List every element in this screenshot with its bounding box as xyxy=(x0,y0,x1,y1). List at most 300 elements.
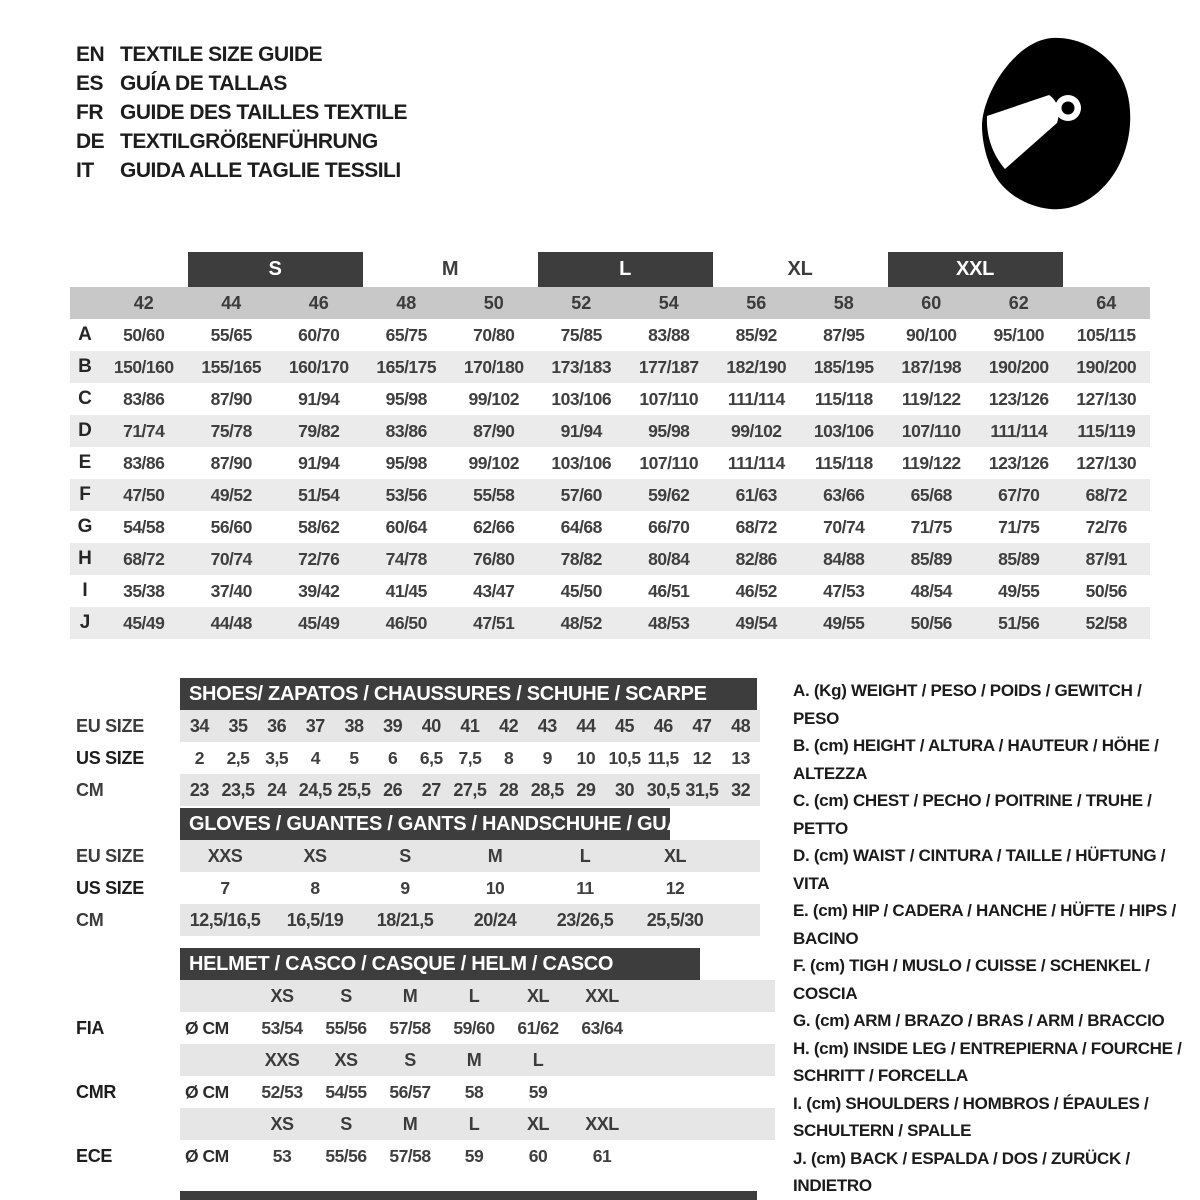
size-row-eu-size xyxy=(70,840,760,872)
size-value: 150/160 xyxy=(113,356,174,377)
size-value: 160/170 xyxy=(288,356,349,377)
measure-row-d xyxy=(70,415,1150,447)
helmet-value-row-ece xyxy=(70,1140,775,1172)
size-value: 90/100 xyxy=(906,324,957,345)
size-value: 72/76 xyxy=(298,548,340,569)
size-value: 37 xyxy=(296,710,335,742)
size-value: 23 xyxy=(180,774,219,806)
standard-label: CMR xyxy=(76,1081,117,1102)
size-value: 47 xyxy=(683,710,722,742)
size-value: 49/55 xyxy=(998,580,1040,601)
size-value: 47/50 xyxy=(123,484,165,505)
helmet-size-label: XXL xyxy=(570,1108,634,1140)
size-value: 45/50 xyxy=(560,580,602,601)
size-value: 24,5 xyxy=(296,774,335,806)
size-value: 50/56 xyxy=(910,612,952,633)
size-value: 2 xyxy=(194,747,204,768)
size-value: 7,5 xyxy=(458,747,482,768)
size-value: 30 xyxy=(605,774,644,806)
shoes-section-header: SHOES/ ZAPATOS / CHAUSSURES / SCHUHE / SCARPE xyxy=(180,678,757,710)
legend-item-j: J. (cm) BACK / ESPALDA / DOS / ZURÜCK / INDIETRO xyxy=(793,1148,1130,1195)
language-code: DE xyxy=(76,130,105,153)
apparel-size-table xyxy=(70,252,1150,639)
size-value: 115/119 xyxy=(1077,420,1136,441)
size-value: L xyxy=(540,840,630,872)
size-value: 16,5/19 xyxy=(270,904,360,936)
filler-cell xyxy=(634,1012,775,1044)
size-value: 66/70 xyxy=(648,516,690,537)
size-value: 59/62 xyxy=(648,484,690,505)
gloves-section-header: GLOVES / GUANTES / GANTS / HANDSCHUHE / GUANTI xyxy=(180,808,670,840)
size-value: 70/80 xyxy=(473,324,515,345)
helmet-size-value xyxy=(570,1076,634,1108)
row-label: CM xyxy=(76,779,104,800)
size-value: 49/55 xyxy=(823,612,865,633)
size-group-spacer xyxy=(1063,252,1151,287)
size-value: 99/102 xyxy=(468,452,520,473)
size-value: 182/190 xyxy=(726,356,787,377)
gloves-size-table xyxy=(70,840,760,936)
size-value: 31,5 xyxy=(683,774,722,806)
helmet-size-label: L xyxy=(442,1108,506,1140)
helmet-size-value: 57/58 xyxy=(389,1145,431,1166)
language-title: TEXTILE SIZE GUIDE xyxy=(120,43,323,66)
size-value: 29 xyxy=(567,774,606,806)
apparel-size-grid xyxy=(70,252,1150,639)
size-value: 12,5/16,5 xyxy=(180,904,270,936)
helmet-size-table xyxy=(70,980,775,1172)
language-title-list xyxy=(76,40,407,185)
size-value: 71/75 xyxy=(910,516,952,537)
unit-spacer xyxy=(180,980,250,1012)
size-value: 48/54 xyxy=(910,580,952,601)
measure-row-f xyxy=(70,479,1150,511)
size-value: 119/122 xyxy=(901,452,961,473)
helmet-size-value: 61/62 xyxy=(517,1017,559,1038)
size-value: 27,5 xyxy=(451,774,490,806)
helmet-size-label: XS xyxy=(250,1108,314,1140)
size-value: S xyxy=(360,840,450,872)
standard-label: ECE xyxy=(76,1145,113,1166)
helmet-size-grid xyxy=(70,980,775,1172)
size-value: 85/92 xyxy=(735,324,777,345)
size-value: 49/52 xyxy=(210,484,252,505)
helmet-size-value: 63/64 xyxy=(581,1017,623,1038)
size-value: 43 xyxy=(528,710,567,742)
legend-item-b: B. (cm) HEIGHT / ALTURA / HAUTEUR / HÖHE / ALTEZZA xyxy=(793,736,1159,783)
measure-row-c xyxy=(70,383,1150,415)
size-value: 170/180 xyxy=(463,356,524,377)
size-value: 107/110 xyxy=(901,420,961,441)
size-value: 84/88 xyxy=(823,548,865,569)
size-value: 155/165 xyxy=(201,356,262,377)
size-value: 35/38 xyxy=(123,580,165,601)
size-value: 123/126 xyxy=(988,388,1049,409)
size-value: 24 xyxy=(257,774,296,806)
numeric-size: 62 xyxy=(975,287,1063,319)
size-value: 8 xyxy=(310,877,320,898)
row-label: H xyxy=(78,548,92,569)
helmet-size-value: 53/54 xyxy=(261,1017,303,1038)
size-value: 78/82 xyxy=(560,548,602,569)
size-value: 27 xyxy=(412,774,451,806)
filler-cell xyxy=(634,1044,775,1076)
size-value: 91/94 xyxy=(298,388,340,409)
legend-item-g: G. (cm) ARM / BRAZO / BRAS / ARM / BRACCIO xyxy=(793,1011,1165,1030)
legend-item-e: E. (cm) HIP / CADERA / HANCHE / HÜFTE / HIPS / BACINO xyxy=(793,901,1176,948)
size-row-cm xyxy=(70,774,760,806)
row-label: D xyxy=(78,420,92,441)
size-row-cm xyxy=(70,904,760,936)
size-value: 49/54 xyxy=(735,612,777,633)
size-value: 55/58 xyxy=(473,484,515,505)
size-value: 51/54 xyxy=(298,484,340,505)
filler-cell xyxy=(720,840,760,872)
size-value: 60/70 xyxy=(298,324,340,345)
size-value: 50/60 xyxy=(123,324,165,345)
size-value: 99/102 xyxy=(468,388,520,409)
size-row-eu-size xyxy=(70,710,760,742)
size-value: 10,5 xyxy=(608,747,641,768)
size-value: 87/90 xyxy=(210,388,252,409)
row-label: EU SIZE xyxy=(76,845,144,866)
legend-item-h: H. (cm) INSIDE LEG / ENTREPIERNA / FOURCHE / SCHRITT / FORCELLA xyxy=(793,1038,1182,1085)
size-value: 70/74 xyxy=(210,548,252,569)
size-value: 43/47 xyxy=(473,580,515,601)
size-value: 47/51 xyxy=(473,612,515,633)
size-value: 35 xyxy=(219,710,258,742)
numeric-size: 54 xyxy=(625,287,713,319)
legend-item-f: F. (cm) TIGH / MUSLO / CUISSE / SCHENKEL / COSCIA xyxy=(793,956,1150,1003)
filler-cell xyxy=(720,904,760,936)
size-value: 87/95 xyxy=(823,324,865,345)
row-label: US SIZE xyxy=(76,747,144,768)
language-code: IT xyxy=(76,159,94,182)
size-value: 70/74 xyxy=(823,516,865,537)
row-label-spacer xyxy=(70,1108,180,1140)
size-value: 41 xyxy=(451,710,490,742)
filler-cell xyxy=(634,1108,775,1140)
row-label-spacer xyxy=(70,980,180,1012)
row-label: EU SIZE xyxy=(76,715,144,736)
filler-cell xyxy=(720,872,760,904)
size-row-us-size xyxy=(70,872,760,904)
size-value: 119/122 xyxy=(901,388,961,409)
size-value: 127/130 xyxy=(1076,452,1137,473)
unit-spacer xyxy=(180,1108,250,1140)
racing-helmet-icon xyxy=(980,36,1132,212)
size-value: 95/98 xyxy=(648,420,690,441)
helmet-size-value: 59/60 xyxy=(453,1017,495,1038)
measurement-legend xyxy=(793,677,1191,1200)
size-value: 48/53 xyxy=(648,612,690,633)
unit-label: Ø CM xyxy=(185,1017,229,1038)
size-value: 2,5 xyxy=(226,747,250,768)
size-value: 51/56 xyxy=(998,612,1040,633)
size-value: 62/66 xyxy=(473,516,515,537)
numeric-size: 64 xyxy=(1063,287,1151,319)
size-value: 46/51 xyxy=(648,580,690,601)
size-value: 91/94 xyxy=(298,452,340,473)
size-value: 53/56 xyxy=(385,484,427,505)
language-code: EN xyxy=(76,43,105,66)
unit-spacer xyxy=(180,1044,250,1076)
measure-row-h xyxy=(70,543,1150,575)
size-value: M xyxy=(450,840,540,872)
size-group-xl: XL xyxy=(787,258,813,280)
measure-row-b xyxy=(70,351,1150,383)
size-value: 10 xyxy=(576,747,596,768)
size-value: 45 xyxy=(605,710,644,742)
helmet-size-label: XL xyxy=(506,980,570,1012)
size-value: 165/175 xyxy=(376,356,437,377)
size-value: 71/74 xyxy=(123,420,165,441)
language-title: GUIDE DES TAILLES TEXTILE xyxy=(120,101,407,124)
size-value: 107/110 xyxy=(639,452,699,473)
size-group-l: L xyxy=(538,252,713,287)
helmet-size-value: 54/55 xyxy=(325,1081,367,1102)
size-value: 11,5 xyxy=(647,747,679,768)
size-value: 60/64 xyxy=(385,516,427,537)
size-value: 187/198 xyxy=(901,356,962,377)
size-value: 3,5 xyxy=(265,747,289,768)
size-value: 107/110 xyxy=(639,388,699,409)
size-value: 44/48 xyxy=(210,612,252,633)
size-value: 95/98 xyxy=(385,452,427,473)
size-value: 45/49 xyxy=(298,612,340,633)
size-value: 87/90 xyxy=(210,452,252,473)
numeric-size-row xyxy=(70,287,1150,319)
size-value: 123/126 xyxy=(988,452,1049,473)
size-value: 9 xyxy=(400,877,410,898)
size-value: 52/58 xyxy=(1085,612,1127,633)
size-value: 47/53 xyxy=(823,580,865,601)
size-value: 44 xyxy=(567,710,606,742)
size-value: 68/72 xyxy=(123,548,165,569)
gloves-size-grid xyxy=(70,840,760,936)
numeric-size: 56 xyxy=(713,287,801,319)
size-value: 103/106 xyxy=(551,388,612,409)
size-group-spacer xyxy=(100,252,188,287)
size-value: 23,5 xyxy=(219,774,258,806)
size-value: XL xyxy=(630,840,720,872)
helmet-size-value: 58 xyxy=(464,1081,484,1102)
helmet-size-label: XS xyxy=(314,1044,378,1076)
size-value: 45/49 xyxy=(123,612,165,633)
row-label: A xyxy=(78,324,92,345)
language-title: TEXTILGRÖßENFÜHRUNG xyxy=(120,130,378,153)
size-value: 54/58 xyxy=(123,516,165,537)
size-value: 72/76 xyxy=(1085,516,1127,537)
size-value: 12 xyxy=(665,877,685,898)
language-code: ES xyxy=(76,72,104,95)
size-value: 87/91 xyxy=(1085,548,1127,569)
size-value: 7 xyxy=(220,877,230,898)
numeric-size: 50 xyxy=(450,287,538,319)
size-value: 48 xyxy=(721,710,760,742)
size-value: 36 xyxy=(257,710,296,742)
size-value: 42 xyxy=(489,710,528,742)
filler-cell xyxy=(634,1076,775,1108)
size-value: 85/89 xyxy=(910,548,952,569)
numeric-size: 46 xyxy=(275,287,363,319)
size-value: 25,5 xyxy=(335,774,374,806)
size-value: 75/85 xyxy=(560,324,602,345)
size-value: 95/100 xyxy=(993,324,1045,345)
row-label: US SIZE xyxy=(76,877,144,898)
size-value: 50/56 xyxy=(1085,580,1127,601)
measure-row-a xyxy=(70,319,1150,351)
helmet-size-value: 52/53 xyxy=(261,1081,303,1102)
size-group-xxl: XXL xyxy=(888,252,1063,287)
size-value: 61/63 xyxy=(735,484,777,505)
size-value: 111/114 xyxy=(990,420,1048,441)
size-value: 79/82 xyxy=(298,420,340,441)
measure-row-e xyxy=(70,447,1150,479)
helmet-size-value: 61 xyxy=(592,1145,612,1166)
size-value: 105/115 xyxy=(1076,324,1136,345)
size-value: 55/65 xyxy=(210,324,252,345)
size-value: 82/86 xyxy=(735,548,777,569)
size-value: 75/78 xyxy=(210,420,252,441)
size-value: 23/26,5 xyxy=(540,904,630,936)
helmet-size-value: 60 xyxy=(528,1145,548,1166)
size-value: 85/89 xyxy=(998,548,1040,569)
row-label: E xyxy=(78,452,92,473)
filler-cell xyxy=(634,980,775,1012)
size-value: 9 xyxy=(542,747,552,768)
size-value: 68/72 xyxy=(735,516,777,537)
unit-label: Ø CM xyxy=(185,1081,229,1102)
row-label: G xyxy=(77,516,93,537)
bottom-divider-bar xyxy=(180,1191,757,1200)
numeric-size: 52 xyxy=(538,287,626,319)
helmet-size-value: 59 xyxy=(528,1081,548,1102)
helmet-size-label: M xyxy=(442,1044,506,1076)
helmet-size-label: XS xyxy=(250,980,314,1012)
size-value: 5 xyxy=(349,747,359,768)
size-value: 173/183 xyxy=(551,356,612,377)
size-value: 4 xyxy=(310,747,320,768)
size-value: 103/106 xyxy=(551,452,612,473)
size-value: 83/86 xyxy=(123,452,165,473)
size-value: 71/75 xyxy=(998,516,1040,537)
filler-cell xyxy=(634,1140,775,1172)
size-value: 111/114 xyxy=(727,388,785,409)
size-value: 46 xyxy=(644,710,683,742)
size-value: 99/102 xyxy=(731,420,782,441)
size-value: 38 xyxy=(335,710,374,742)
size-value: 34 xyxy=(180,710,219,742)
legend-item-d: D. (cm) WAIST / CINTURA / TAILLE / HÜFTUNG / VITA xyxy=(793,846,1166,893)
row-label: C xyxy=(78,388,92,409)
size-value: 30,5 xyxy=(644,774,683,806)
helmet-size-label: XL xyxy=(506,1108,570,1140)
size-row-us-size xyxy=(70,742,760,774)
measure-row-g xyxy=(70,511,1150,543)
measure-row-i xyxy=(70,575,1150,607)
size-value: 127/130 xyxy=(1076,388,1137,409)
size-value: 10 xyxy=(485,877,505,898)
shoes-size-grid xyxy=(70,710,760,806)
size-value: 28 xyxy=(489,774,528,806)
size-value: 26 xyxy=(373,774,412,806)
row-label: I xyxy=(82,580,88,601)
size-value: 46/50 xyxy=(385,612,427,633)
size-value: 20/24 xyxy=(450,904,540,936)
row-label: J xyxy=(79,612,91,633)
size-value: 46/52 xyxy=(735,580,777,601)
size-value: 32 xyxy=(721,774,760,806)
language-row xyxy=(76,69,407,98)
size-value: 64/68 xyxy=(560,516,602,537)
size-value: 39/42 xyxy=(298,580,340,601)
size-value: 13 xyxy=(731,747,750,768)
helmet-size-label: S xyxy=(314,1108,378,1140)
legend-item-i: I. (cm) SHOULDERS / HOMBROS / ÉPAULES / SCHULTERN / SPALLE xyxy=(793,1093,1149,1140)
helmet-section-header: HELMET / CASCO / CASQUE / HELM / CASCO xyxy=(180,948,700,980)
size-value: 63/66 xyxy=(823,484,865,505)
language-row xyxy=(76,127,407,156)
size-value: 40 xyxy=(412,710,451,742)
language-code: FR xyxy=(76,101,103,124)
size-value: 76/80 xyxy=(473,548,515,569)
helmet-size-label: M xyxy=(378,980,442,1012)
size-value: 8 xyxy=(503,747,514,768)
language-row xyxy=(76,98,407,127)
size-value: 6,5 xyxy=(419,747,443,768)
size-value: 91/94 xyxy=(560,420,602,441)
helmet-size-value: 59 xyxy=(464,1145,484,1166)
size-value: 11 xyxy=(576,877,594,898)
language-title: GUIDA ALLE TAGLIE TESSILI xyxy=(120,159,401,182)
numeric-size: 44 xyxy=(188,287,276,319)
size-value: 58/62 xyxy=(298,516,340,537)
helmet-size-value: 53 xyxy=(272,1145,292,1166)
row-label-spacer xyxy=(70,1044,180,1076)
size-value: 12 xyxy=(692,747,712,768)
size-value: XXS xyxy=(180,840,270,872)
language-title: GUÍA DE TALLAS xyxy=(120,72,287,95)
size-value: 74/78 xyxy=(385,548,427,569)
numeric-size: 58 xyxy=(800,287,888,319)
size-value: 65/75 xyxy=(385,324,427,345)
size-value: XS xyxy=(270,840,360,872)
numeric-size-spacer xyxy=(70,287,100,319)
helmet-size-label: L xyxy=(506,1044,570,1076)
size-value: 185/195 xyxy=(813,356,874,377)
size-value: 67/70 xyxy=(998,484,1040,505)
row-label: B xyxy=(78,356,92,377)
numeric-size: 42 xyxy=(100,287,188,319)
size-value: 48/52 xyxy=(560,612,602,633)
row-label: CM xyxy=(76,909,104,930)
legend-item-a: A. (Kg) WEIGHT / PESO / POIDS / GEWITCH / PESO xyxy=(793,681,1142,728)
legend-item-c: C. (cm) CHEST / PECHO / POITRINE / TRUHE / PETTO xyxy=(793,791,1152,838)
size-value: 95/98 xyxy=(385,388,427,409)
numeric-size: 60 xyxy=(888,287,976,319)
size-value: 115/118 xyxy=(814,388,873,409)
size-value: 115/118 xyxy=(814,452,873,473)
size-value: 68/72 xyxy=(1085,484,1127,505)
helmet-size-value: 55/56 xyxy=(325,1017,367,1038)
size-value: 83/88 xyxy=(648,324,690,345)
row-label: F xyxy=(79,484,91,505)
helmet-size-label: M xyxy=(378,1108,442,1140)
helmet-size-value: 56/57 xyxy=(389,1081,431,1102)
size-group-spacer xyxy=(70,252,100,287)
size-group-row xyxy=(70,252,1150,287)
